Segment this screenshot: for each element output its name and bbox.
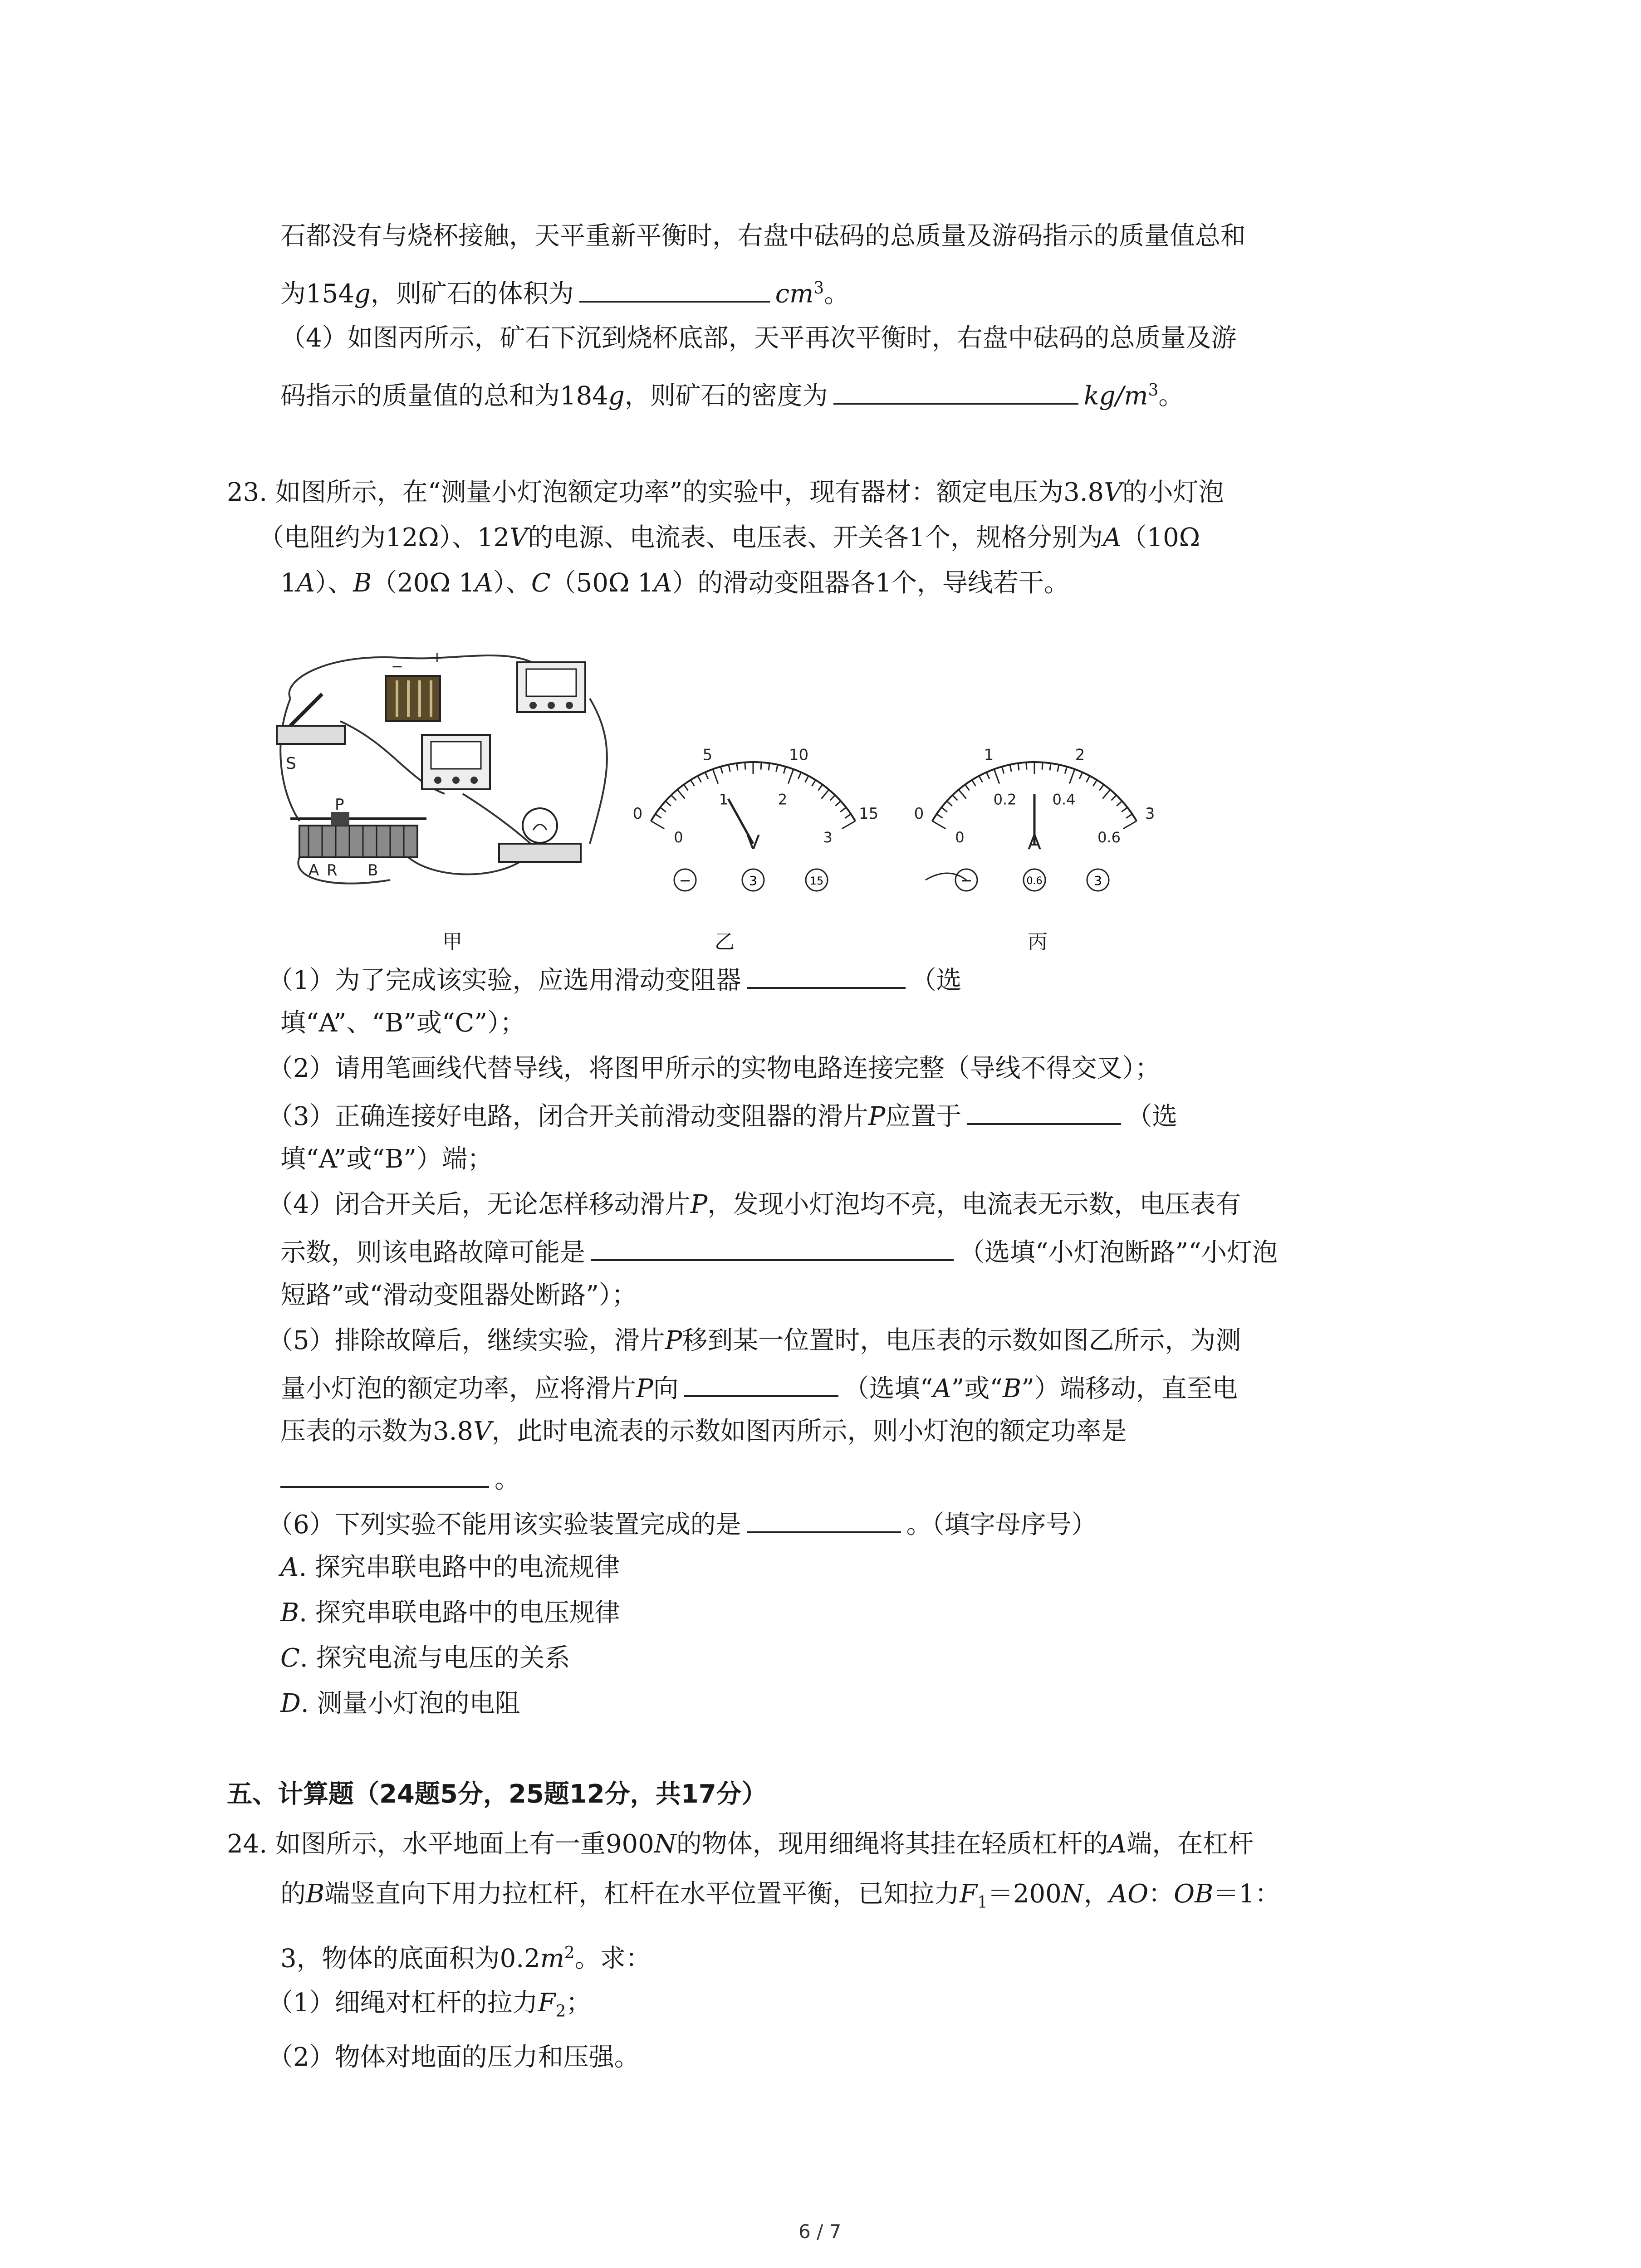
bing-tick bbox=[979, 776, 983, 782]
q23-sub4-line-2: 示数，则该电路故障可能是 （选填“小灯泡断路”“小灯泡 bbox=[280, 1234, 1278, 1269]
voltmeter-terminal-15: 15 bbox=[809, 875, 824, 887]
q23-sub3-line-2: 填“A”或“B”）端； bbox=[280, 1144, 493, 1174]
bing-tick bbox=[941, 807, 947, 812]
figure-caption-yi: 乙 bbox=[715, 930, 735, 953]
bing-tick bbox=[1117, 801, 1122, 806]
q23-sub5-line-4: 。 bbox=[280, 1461, 520, 1496]
q23-sub5-line-3: 压表的示数为3.8V，此时电流表的示数如图丙所示，则小灯泡的额定功率是 bbox=[280, 1417, 1127, 1446]
yi-tick bbox=[713, 769, 718, 784]
bing-tick bbox=[1065, 767, 1067, 773]
bing-tick bbox=[947, 801, 952, 806]
q22-line-4: 码指示的质量值的总和为184g，则矿石的密度为 $kg/m^3$。 bbox=[280, 374, 1184, 413]
voltmeter-terminal-3: 3 bbox=[749, 873, 757, 888]
q24-sub2: （2）物体对地面的压力和压强。 bbox=[268, 2043, 640, 2072]
yi-tick bbox=[818, 785, 822, 791]
yi-tick bbox=[660, 807, 666, 812]
yi-inner-tick-label: 1 bbox=[719, 791, 729, 808]
bing-tick bbox=[1010, 765, 1011, 772]
ammeter-terminal-0-6: 0.6 bbox=[1026, 875, 1043, 887]
yi-tick bbox=[812, 780, 815, 787]
terminal-a-label: A bbox=[309, 861, 319, 880]
bing-tick bbox=[936, 814, 942, 818]
bing-tick bbox=[965, 785, 969, 791]
bing-tick bbox=[932, 821, 945, 829]
bing-tick bbox=[1099, 785, 1103, 791]
bing-inner-tick-label: 0 bbox=[955, 829, 965, 846]
bing-tick bbox=[1050, 763, 1051, 771]
q24-line-1: 24. 如图所示，水平地面上有一重900N的物体，现用细绳将其挂在轻质杠杆的A端，在杠杆 bbox=[227, 1829, 1254, 1859]
yi-tick bbox=[737, 763, 738, 771]
figure-caption-bing: 丙 bbox=[1028, 930, 1048, 953]
yi-outer-tick-label: 5 bbox=[702, 746, 713, 764]
yi-tick bbox=[845, 814, 851, 818]
q22-line-1: 石都没有与烧杯接触，天平重新平衡时，右盘中砝码的总质量及游码指示的质量值总和 bbox=[280, 221, 1246, 251]
q23-line-3: 1A）、B（20Ω 1A）、C（50Ω 1A）的滑动变阻器各1个，导线若干。 bbox=[280, 568, 1069, 598]
bing-outer-tick-label: 2 bbox=[1075, 746, 1085, 764]
yi-tick bbox=[729, 765, 730, 772]
bing-outer-tick-label: 0 bbox=[914, 805, 924, 823]
ammeter-terminal-minus: − bbox=[960, 872, 973, 889]
voltmeter-terminals bbox=[674, 869, 828, 891]
q22-density-blank[interactable] bbox=[833, 377, 1078, 405]
figure-caption-jia: 甲 bbox=[442, 930, 462, 953]
bing-tick bbox=[959, 790, 966, 799]
bing-tick bbox=[994, 769, 999, 784]
q23-sub4-blank[interactable] bbox=[591, 1234, 954, 1261]
figure-yi-voltmeter-dial bbox=[617, 730, 889, 898]
q23-sub6-blank[interactable] bbox=[747, 1506, 901, 1533]
page-number: 6 / 7 bbox=[798, 2220, 842, 2243]
bing-tick bbox=[1102, 790, 1110, 799]
yi-tick bbox=[842, 821, 855, 829]
yi-tick bbox=[666, 801, 671, 806]
switch-label: S bbox=[286, 754, 296, 773]
bing-tick bbox=[972, 780, 975, 787]
bing-tick bbox=[986, 772, 989, 779]
bing-tick bbox=[1058, 765, 1059, 772]
q24-sub1: （1）细绳对杠杆的拉力$F_2$； bbox=[268, 1988, 592, 2021]
yi-tick bbox=[805, 776, 809, 782]
yi-tick bbox=[720, 767, 722, 773]
battery-plus-label: + bbox=[431, 649, 443, 666]
yi-tick bbox=[788, 769, 794, 784]
q22-line-2: 为154g，则矿石的体积为 $cm^3$。 bbox=[280, 272, 849, 311]
bing-inner-tick-label: 0.6 bbox=[1097, 829, 1121, 846]
bing-tick bbox=[1123, 821, 1136, 829]
q22-volume-blank[interactable] bbox=[579, 275, 770, 303]
yi-tick bbox=[691, 780, 694, 787]
ammeter-terminal-3: 3 bbox=[1094, 873, 1102, 888]
ammeter-unit-label: A bbox=[1027, 831, 1042, 854]
q23-line-2: （电阻约为12Ω）、12V的电源、电流表、电压表、开关各1个，规格分别为A（10Ω bbox=[259, 523, 1200, 552]
yi-tick bbox=[684, 785, 688, 791]
bulb-icon bbox=[499, 808, 581, 862]
yi-tick bbox=[705, 772, 708, 779]
yi-tick bbox=[798, 772, 801, 779]
q23-option-d: D. 测量小灯泡的电阻 bbox=[280, 1689, 520, 1718]
terminal-b-label: B bbox=[367, 861, 378, 880]
yi-tick bbox=[655, 814, 661, 818]
voltmeter-unit-label: V bbox=[746, 831, 760, 854]
yi-tick bbox=[776, 765, 778, 772]
yi-tick bbox=[677, 790, 685, 799]
q23-option-c: C. 探究电流与电压的关系 bbox=[280, 1643, 570, 1673]
bing-outer-tick-label: 3 bbox=[1145, 805, 1155, 823]
q23-sub5-power-blank[interactable] bbox=[280, 1461, 489, 1488]
q22-line-3: （4）如图丙所示，矿石下沉到烧杯底部，天平再次平衡时，右盘中砝码的总质量及游 bbox=[280, 323, 1237, 353]
q23-sub1-line-2: 填“A”、“B”或“C”）； bbox=[280, 1008, 525, 1038]
rheostat-icon bbox=[290, 796, 426, 880]
ammeter-terminals bbox=[955, 869, 1109, 891]
bing-tick bbox=[1087, 776, 1090, 782]
bing-tick bbox=[1002, 767, 1004, 773]
bing-inner-tick-label: 0.4 bbox=[1052, 791, 1076, 808]
q23-sub3-blank[interactable] bbox=[967, 1098, 1121, 1125]
bing-tick bbox=[1079, 772, 1083, 779]
yi-tick bbox=[835, 801, 841, 806]
resistor-r-label: R bbox=[327, 861, 338, 880]
q23-sub1-line-1: （1）为了完成该实验，应选用滑动变阻器 （选 bbox=[268, 962, 962, 997]
yi-inner-tick-label: 3 bbox=[823, 829, 833, 846]
yi-tick bbox=[651, 821, 664, 829]
q23-option-b: B. 探究串联电路中的电压规律 bbox=[280, 1598, 620, 1628]
bing-inner-tick-label: 0.2 bbox=[993, 791, 1017, 808]
voltmeter-terminal-minus: − bbox=[679, 872, 691, 889]
bing-tick bbox=[1093, 780, 1097, 787]
slider-p-label: P bbox=[335, 796, 344, 814]
yi-outer-tick-label: 0 bbox=[632, 805, 643, 823]
ammeter-device-icon bbox=[422, 735, 490, 789]
q23-sub5-direction-blank[interactable] bbox=[684, 1370, 838, 1397]
q23-sub6: （6）下列实验不能用该实验装置完成的是 。（填字母序号） bbox=[268, 1506, 1097, 1541]
bing-tick bbox=[1126, 814, 1132, 818]
bing-tick bbox=[1111, 795, 1116, 801]
yi-tick bbox=[830, 795, 835, 801]
yi-inner-tick-label: 0 bbox=[674, 829, 683, 846]
yi-tick bbox=[840, 807, 846, 812]
q23-sub2: （2）请用笔画线代替导线，将图甲所示的实物电路连接完整（导线不得交叉）； bbox=[268, 1054, 1161, 1083]
yi-outer-tick-label: 10 bbox=[789, 746, 809, 764]
q23-line-1: 23. 如图所示，在“测量小灯泡额定功率”的实验中，现有器材：额定电压为3.8V的小灯泡 bbox=[227, 478, 1224, 507]
q23-option-a: A. 探究串联电路中的电流规律 bbox=[280, 1553, 620, 1582]
bing-tick bbox=[1018, 763, 1019, 771]
q24-line-3: 3，物体的底面积为$0.2m^2$。求： bbox=[280, 1944, 651, 1974]
q23-sub4-line-1: （4）闭合开关后，无论怎样移动滑片P，发现小灯泡均不亮，电流表无示数，电压表有 bbox=[268, 1190, 1241, 1219]
yi-outer-tick-label: 15 bbox=[858, 805, 879, 823]
bing-tick bbox=[952, 795, 957, 801]
bing-outer-tick-label: 1 bbox=[984, 746, 994, 764]
battery-minus-label: − bbox=[391, 658, 403, 675]
q24-line-2: 的B端竖直向下用力拉杠杆，杠杆在水平位置平衡，已知拉力$F_1=200N$，AO：OB＝1： bbox=[280, 1879, 1280, 1912]
yi-tick bbox=[821, 790, 829, 799]
bing-tick bbox=[1026, 763, 1027, 770]
q23-sub5-line-1: （5）排除故障后，继续实验，滑片P移到某一位置时，电压表的示数如图乙所示，为测 bbox=[268, 1326, 1241, 1355]
q23-sub4-line-3: 短路”或“滑动变阻器处断路”）； bbox=[280, 1281, 637, 1310]
bing-tick bbox=[1069, 769, 1075, 784]
voltmeter-device-icon bbox=[517, 662, 585, 712]
q23-sub5-line-2: 量小灯泡的额定功率，应将滑片P向 （选填“A”或“B”）端移动，直至电 bbox=[280, 1370, 1238, 1405]
figure-jia-circuit bbox=[272, 644, 617, 898]
bing-tick bbox=[1042, 763, 1043, 770]
section-5-heading: 五、计算题（24题5分，25题12分，共17分） bbox=[227, 1779, 767, 1809]
q23-sub1-blank[interactable] bbox=[747, 962, 906, 989]
figure-bing-ammeter-dial bbox=[898, 730, 1171, 898]
yi-inner-tick-label: 2 bbox=[778, 791, 788, 808]
yi-tick bbox=[671, 795, 676, 801]
yi-tick bbox=[784, 767, 785, 773]
q23-sub3-line-1: （3）正确连接好电路，闭合开关前滑动变阻器的滑片P应置于 （选 bbox=[268, 1098, 1177, 1133]
bing-tick bbox=[1122, 807, 1127, 812]
battery-icon bbox=[386, 649, 443, 721]
yi-tick bbox=[698, 776, 701, 782]
